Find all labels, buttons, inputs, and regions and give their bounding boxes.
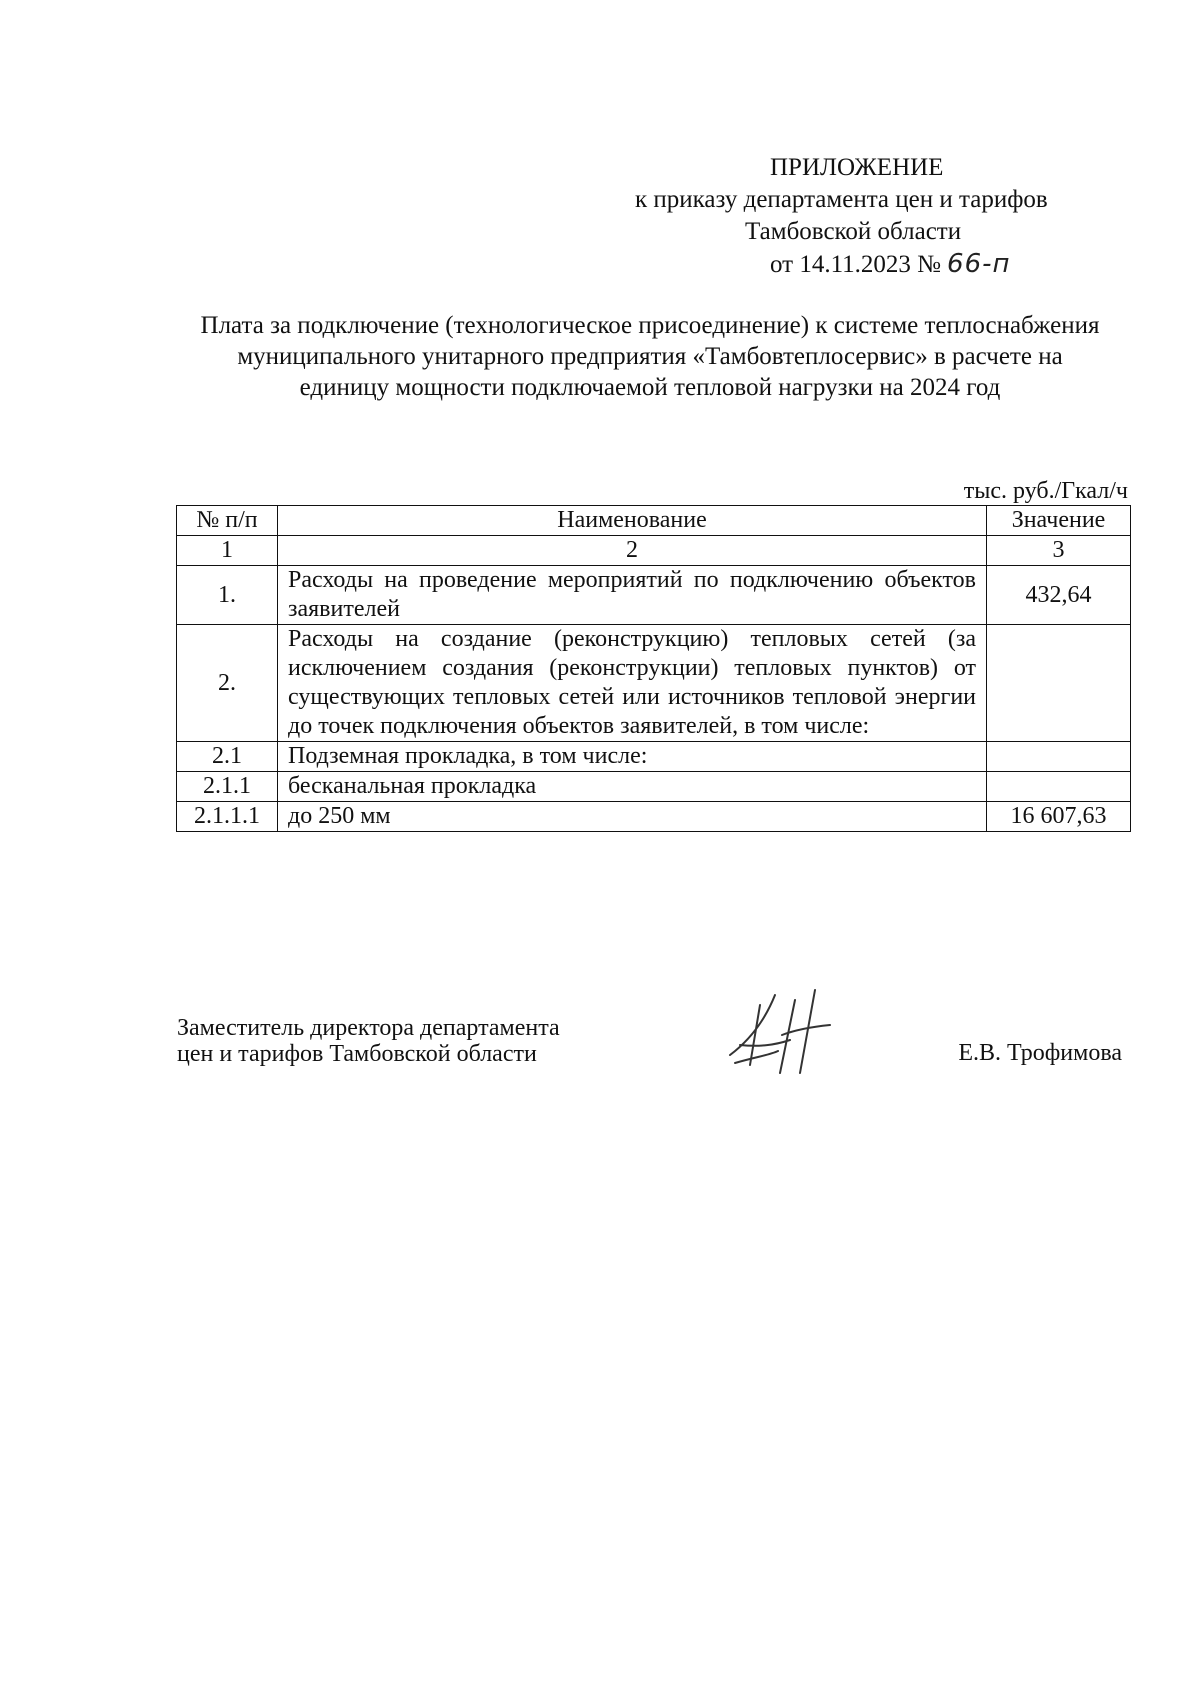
signatory-position-line-1: Заместитель директора департамента [177,1015,560,1041]
table-row [177,772,1131,802]
row-name: Подземная прокладка, в том числе: [278,742,987,772]
table-row [177,802,1131,832]
row-name: Расходы на создание (реконструкцию) тепловых сетей (за исключением создания (реконструкции) тепловых пунктов) от существующих тепловых сетей или источников тепловой энергии до точек подключения объектов заявителей, в том числе: [278,625,987,742]
index-2: 2 [278,536,987,566]
table-row [177,742,1131,772]
table-header-row [177,506,1131,536]
row-number: 2.1 [177,742,278,772]
approval-line-2: к приказу департамента цен и тарифов [635,186,1048,213]
header-value: Значение [987,506,1131,536]
row-number: 1. [177,566,278,625]
table-row [177,625,1131,742]
order-number-handwritten: 66-п [947,249,1011,279]
signatory-position-line-2: цен и тарифов Тамбовской области [177,1041,537,1067]
row-value: 16 607,63 [987,802,1131,832]
approval-heading: ПРИЛОЖЕНИЕ [770,154,944,181]
row-value [987,625,1131,742]
index-1: 1 [177,536,278,566]
unit-label: тыс. руб./Гкал/ч [963,478,1128,504]
approval-date: от 14.11.2023 № [770,251,942,278]
signatory-position [177,1015,560,1067]
table-row [177,566,1131,625]
document-title: Плата за подключение (технологическое присоединение) к системе теплоснабжения муниципального унитарного предприятия «Тамбовтеплосервис» в расчете на единицу мощности подключаемой тепловой нагрузки на 2024 год [200,312,1100,401]
handwritten-signature [720,985,840,1075]
row-number: 2. [177,625,278,742]
row-name: Расходы на проведение мероприятий по подключению объектов заявителей [278,566,987,625]
header-name: Наименование [278,506,987,536]
approval-date-line [770,248,1011,281]
row-value: 432,64 [987,566,1131,625]
row-number: 2.1.1 [177,772,278,802]
approval-line-3: Тамбовской области [745,218,962,245]
row-value [987,742,1131,772]
signatory-name: Е.В. Трофимова [958,1040,1122,1066]
table-index-row [177,536,1131,566]
tariff-table [176,505,1131,832]
row-number: 2.1.1.1 [177,802,278,832]
row-name: до 250 мм [278,802,987,832]
header-number: № п/п [177,506,278,536]
row-name: бесканальная прокладка [278,772,987,802]
index-3: 3 [987,536,1131,566]
row-value [987,772,1131,802]
